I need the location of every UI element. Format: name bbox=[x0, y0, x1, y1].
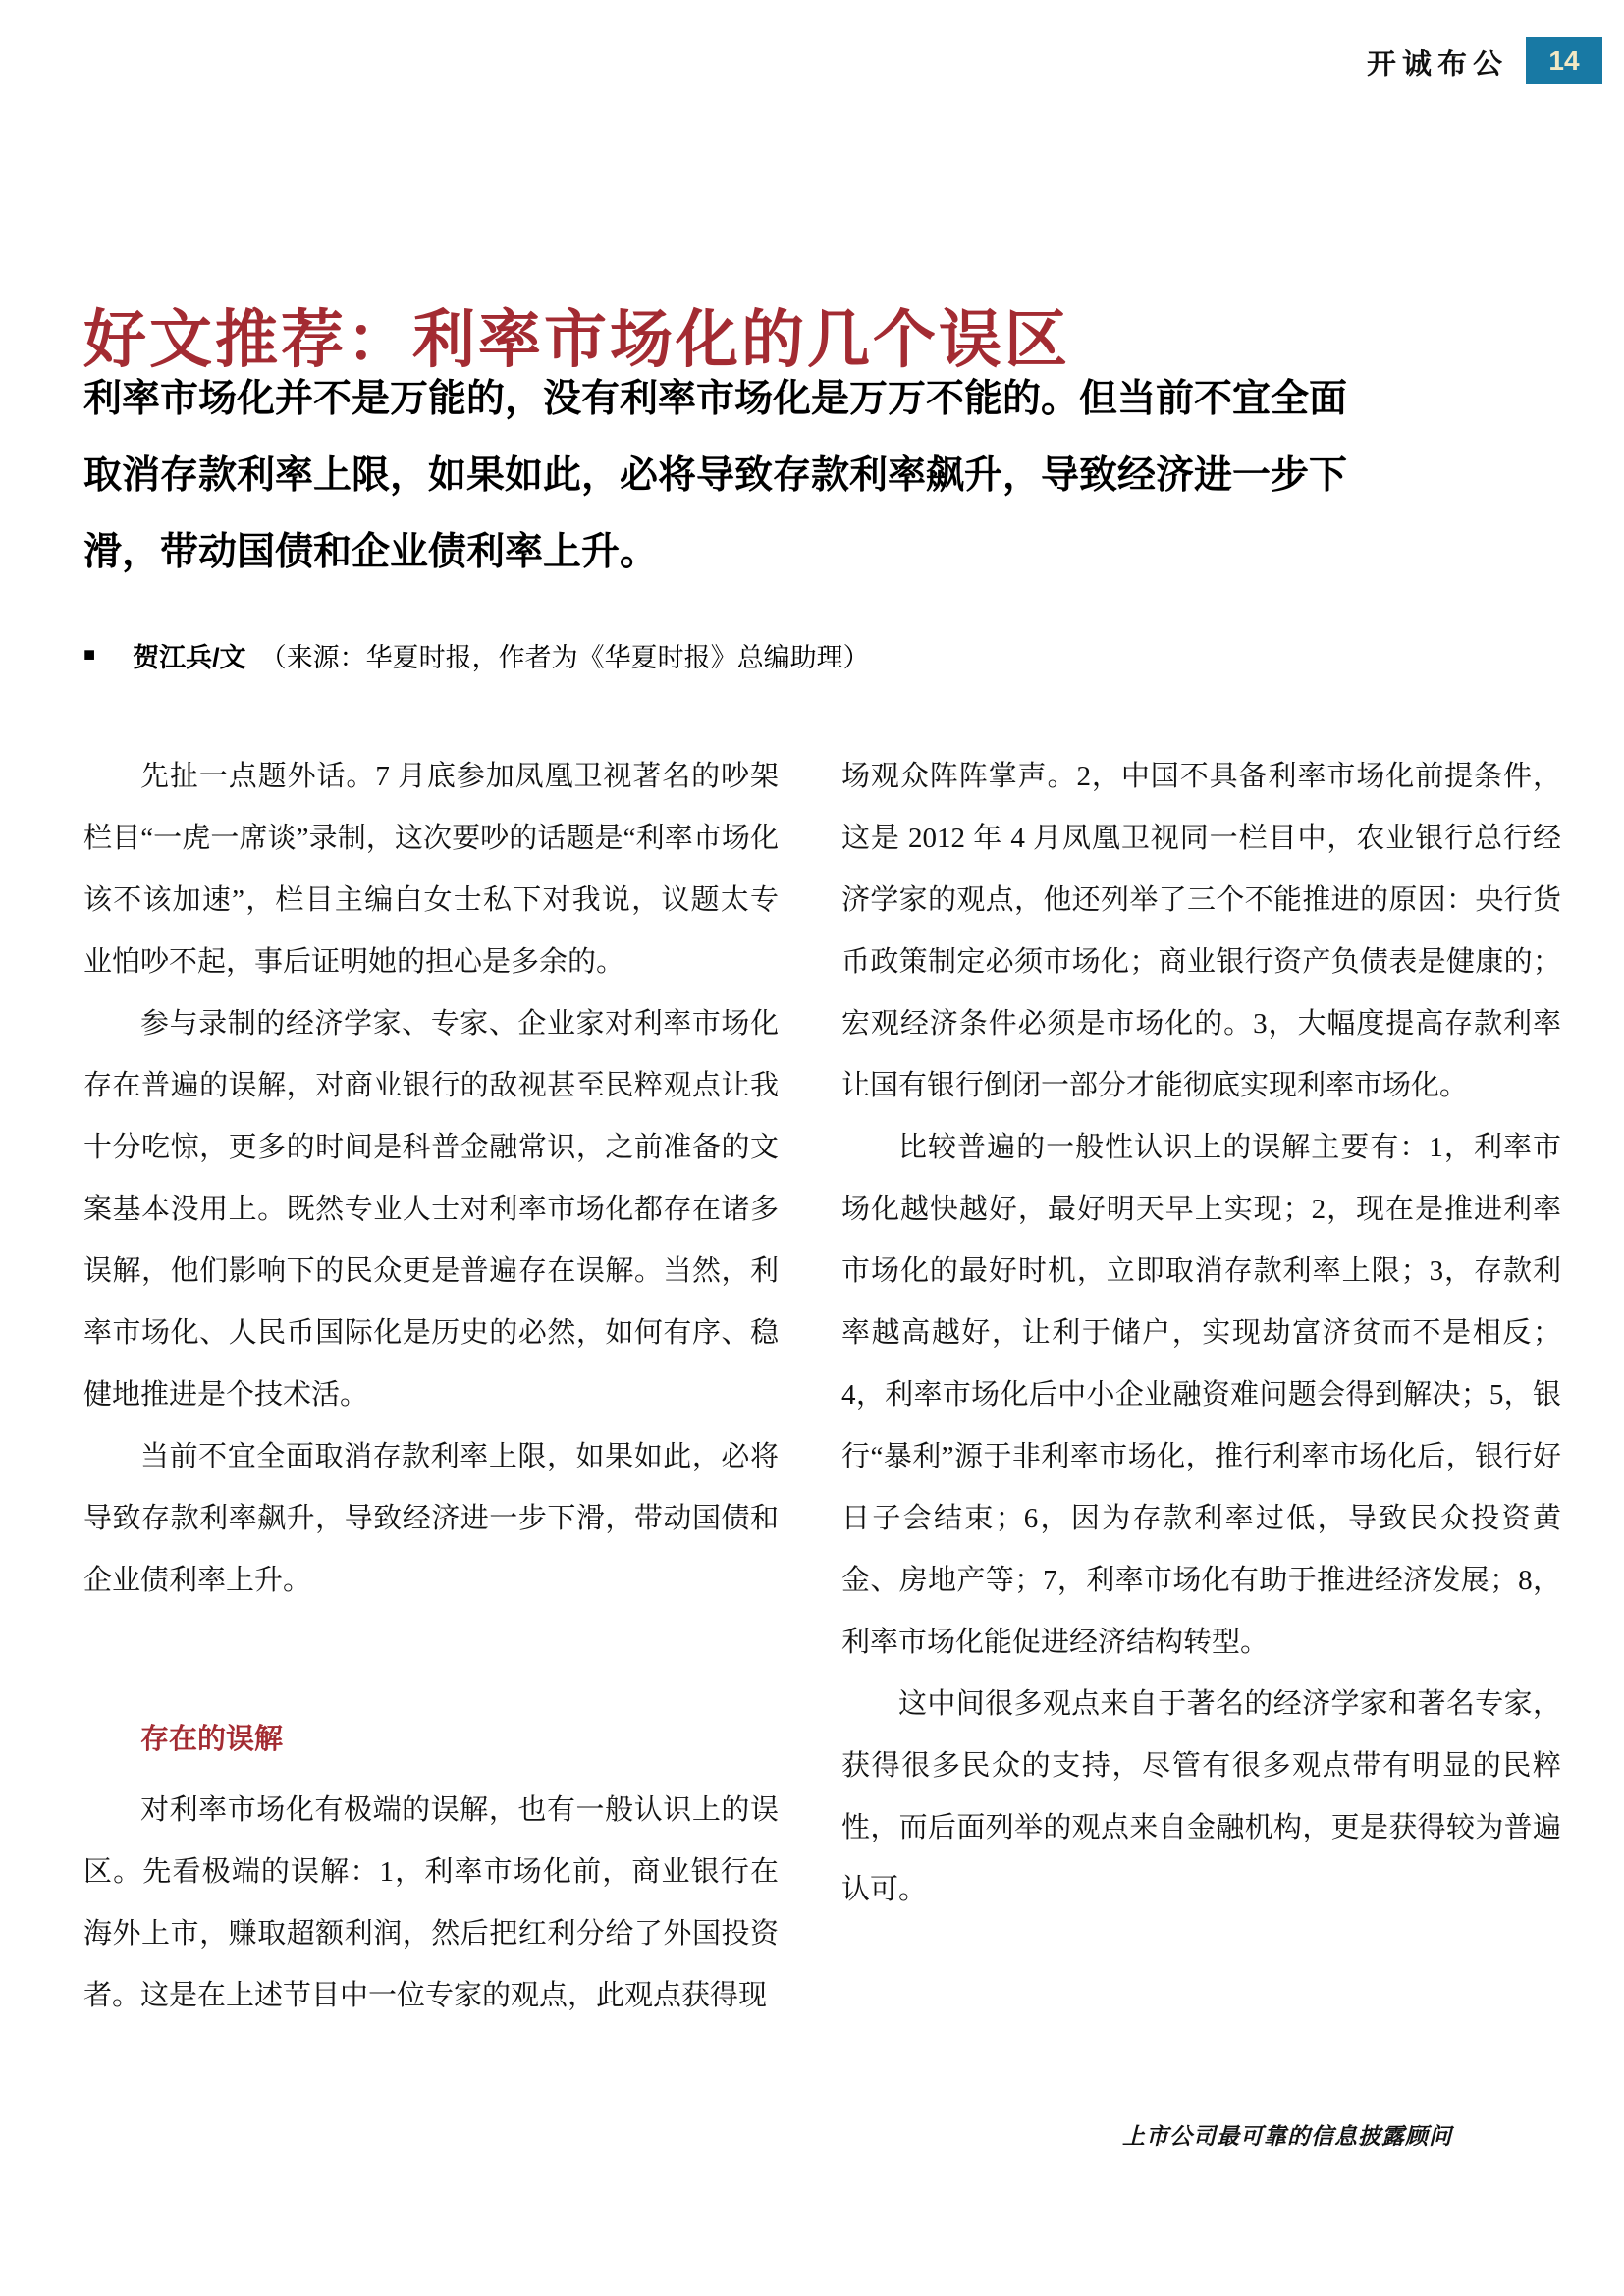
article-title: 好文推荐：利率市场化的几个误区 bbox=[83, 303, 1070, 375]
article-body bbox=[83, 746, 1561, 2027]
standfirst-line-3: 滑，带动国债和企业债利率上升。 bbox=[83, 531, 659, 573]
standfirst-line-1: 利率市场化并不是万能的，没有利率市场化是万万不能的。但当前不宜全面 bbox=[83, 378, 1348, 420]
right-paragraph-3: 这中间很多观点来自于著名的经济学家和著名专家，获得很多民众的支持，尽管有很多观点带有明显的民粹性，而后面列举的观点来自金融机构，更是获得较为普遍认可。 bbox=[841, 1688, 1561, 1905]
byline-author: 贺江兵/文 bbox=[133, 643, 246, 672]
article-standfirst bbox=[83, 361, 1419, 591]
left-paragraph-1: 先扯一点题外话。7 月底参加凤凰卫视著名的吵架栏目“一虎一席谈”录制，这次要吵的话题是“利率市场化该不该加速”，栏目主编白女士私下对我说，议题太专业怕吵不起，事后证明她的担心是多余的。 bbox=[83, 761, 779, 978]
footer-slogan: 上市公司最可靠的信息披露顾问 bbox=[1122, 2123, 1452, 2150]
byline bbox=[83, 636, 870, 674]
left-paragraph-3: 当前不宜全面取消存款利率上限，如果如此，必将导致存款利率飙升，导致经济进一步下滑，带动国债和企业债利率上升。 bbox=[83, 1441, 779, 1596]
left-column bbox=[83, 746, 779, 2027]
right-column bbox=[841, 746, 1561, 2027]
page-number: 14 bbox=[1548, 45, 1580, 76]
section-title: 开诚布公 bbox=[1367, 47, 1508, 80]
right-paragraph-1: 场观众阵阵掌声。2，中国不具备利率市场化前提条件，这是 2012 年 4 月凤凰卫视同一栏目中，农业银行总行经济学家的观点，他还列举了三个不能推进的原因：央行货币政策制定必须市场化；商业银行资产负债表是健康的；宏观经济条件必须是市场化的。3，大幅度提高存款利率让国有银行倒闭一部分才能彻底实现利率市场化。 bbox=[841, 761, 1561, 1101]
left-paragraph-2: 参与录制的经济学家、专家、企业家对利率市场化存在普遍的误解，对商业银行的敌视甚至民粹观点让我十分吃惊，更多的时间是科普金融常识，之前准备的文案基本没用上。既然专业人士对利率市场化都存在诸多误解，他们影响下的民众更是普遍存在误解。当然，利率市场化、人民币国际化是历史的必然，如何有序、稳健地推进是个技术活。 bbox=[83, 1008, 779, 1411]
right-paragraph-2: 比较普遍的一般性认识上的误解主要有：1，利率市场化越快越好，最好明天早上实现；2，现在是推进利率市场化的最好时机，立即取消存款利率上限；3，存款利率越高越好，让利于储户，实现劫富济贫而不是相反；4，利率市场化后中小企业融资难问题会得到解决；5，银行“暴利”源于非利率市场化，推行利率市场化后，银行好日子会结束；6，因为存款利率过低，导致民众投资黄金、房地产等；7，利率市场化有助于推进经济发展；8，利率市场化能促进经济结构转型。 bbox=[841, 1132, 1561, 1658]
section-subheading: 存在的误解 bbox=[140, 1724, 284, 1755]
page-number-box bbox=[1526, 37, 1602, 84]
standfirst-line-2: 取消存款利率上限，如果如此，必将导致存款利率飙升，导致经济进一步下 bbox=[83, 454, 1348, 497]
left-paragraph-4: 对利率市场化有极端的误解，也有一般认识上的误区。先看极端的误解：1，利率市场化前，商业银行在海外上市，赚取超额利润，然后把红利分给了外国投资者。这是在上述节目中一位专家的观点，此观点获得现 bbox=[83, 1794, 779, 2011]
page-header bbox=[1367, 37, 1602, 84]
byline-bullet-icon: ■ bbox=[83, 644, 96, 666]
byline-source: （来源：华夏时报，作者为《华夏时报》总编助理） bbox=[259, 643, 870, 672]
